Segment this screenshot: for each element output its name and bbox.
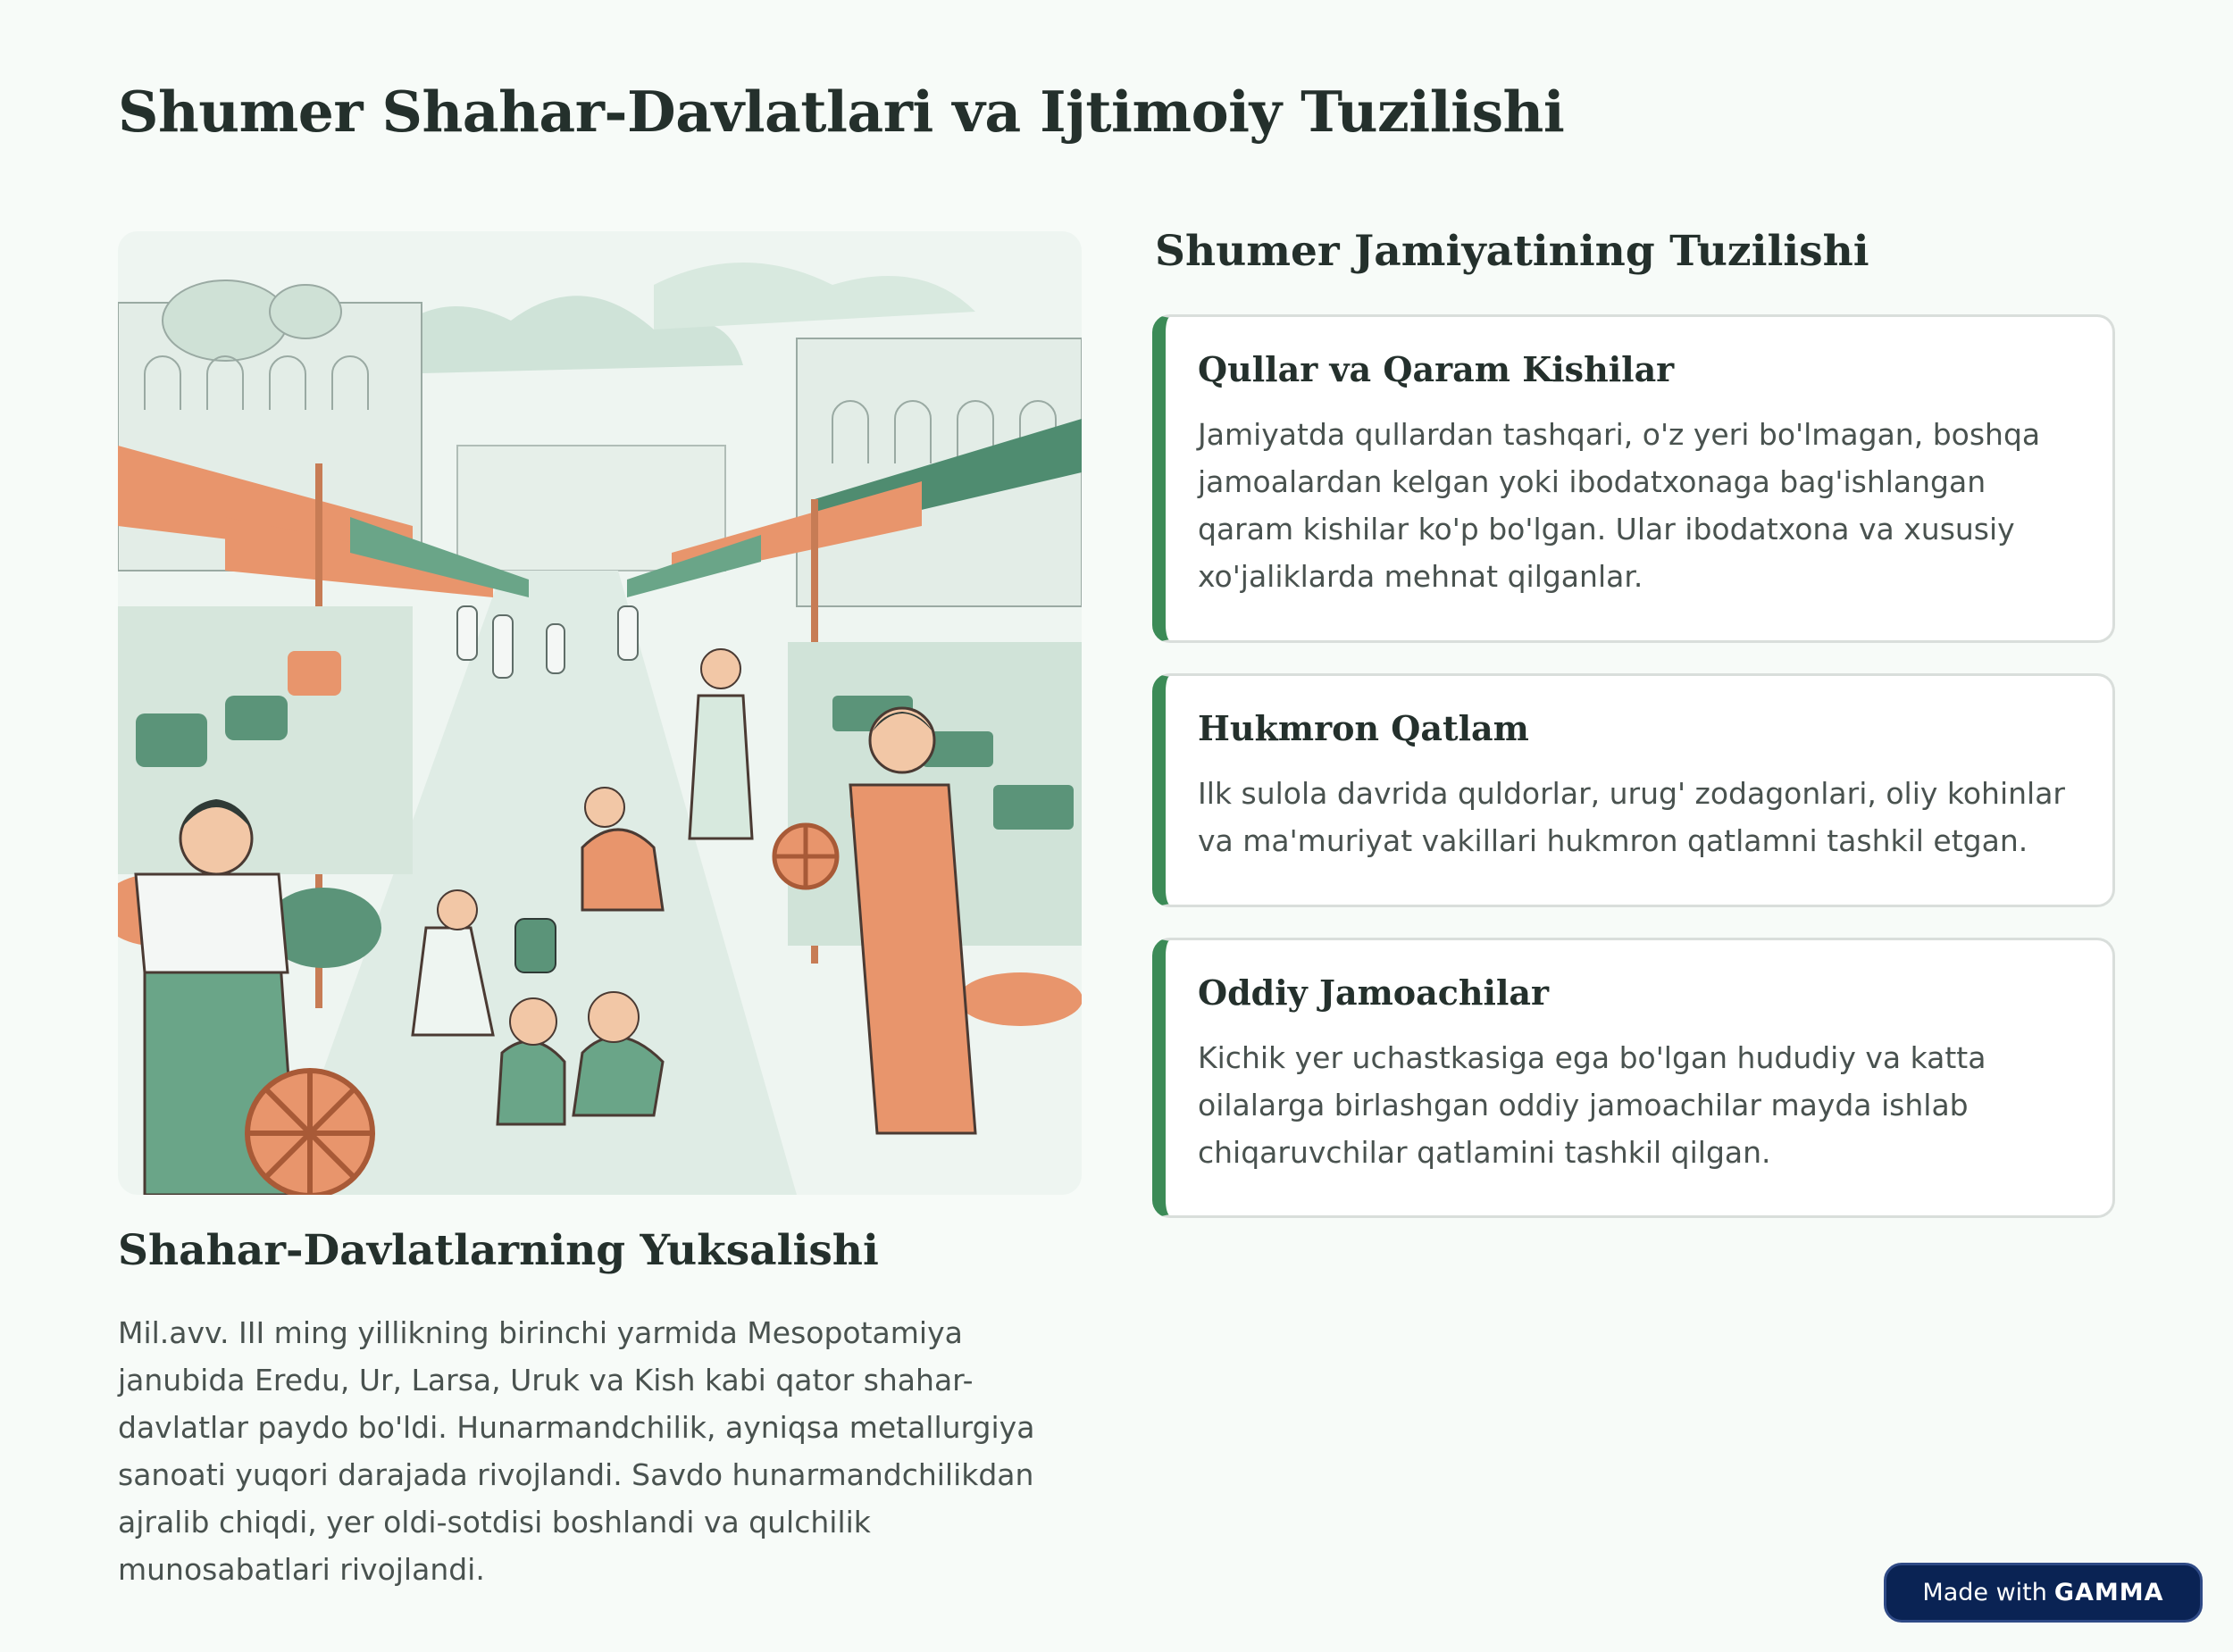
card-title: Oddiy Jamoachilar bbox=[1198, 972, 1550, 1013]
page-title: Shumer Shahar-Davlatlari va Ijtimoiy Tuzilishi bbox=[118, 79, 1565, 145]
badge-prefix: Made with bbox=[1922, 1579, 2047, 1606]
gamma-logo: GAMMA bbox=[2053, 1579, 2164, 1606]
section-body-rise: Mil.avv. III ming yillikning birinchi yarmida Mesopotamiya janubida Eredu, Ur, Larsa, Uruk va Kish kabi qator shahar-davlatlar paydo bo'ldi. Hunarmandchilik, ayniqsa metallurgiya sanoati yuqori darajada rivojlandi. Savdo hunarmandchilikdan ajralib chiqdi, yer oldi-sotdisi boshlandi va qulchilik munosabatlari rivojlandi. bbox=[118, 1315, 1035, 1587]
card-ruling-class bbox=[1152, 673, 2115, 907]
market-scene-image bbox=[118, 231, 1082, 1195]
section-heading-rise: Shahar-Davlatlarning Yuksalishi bbox=[118, 1226, 879, 1275]
card-body: Ilk sulola davrida quldorlar, urug' zodagonlari, oliy kohinlar va ma'muriyat vakillari hukmron qatlamni tashkil etgan. bbox=[1198, 776, 2065, 858]
card-title: Hukmron Qatlam bbox=[1198, 708, 1529, 748]
card-slaves bbox=[1152, 314, 2115, 643]
market-illustration bbox=[118, 231, 1082, 1195]
card-title: Qullar va Qaram Kishilar bbox=[1198, 349, 1675, 389]
made-with-gamma-badge[interactable] bbox=[1884, 1563, 2203, 1623]
card-body: Jamiyatda qullardan tashqari, o'z yeri bo'lmagan, boshqa jamoalardan kelgan yoki ibodatxonaga bag'ishlangan qaram kishilar ko'p bo'lgan. Ular ibodatxona va xususiy xo'jaliklarda mehnat qilganlar. bbox=[1198, 417, 2041, 594]
card-commoners bbox=[1152, 938, 2115, 1218]
card-body: Kichik yer uchastkasiga ega bo'lgan hududiy va katta oilalarga birlashgan oddiy jamoachilar mayda ishlab chiqaruvchilar qatlamini tashkil qilgan. bbox=[1198, 1040, 1986, 1170]
section-heading-structure: Shumer Jamiyatining Tuzilishi bbox=[1155, 227, 1869, 276]
